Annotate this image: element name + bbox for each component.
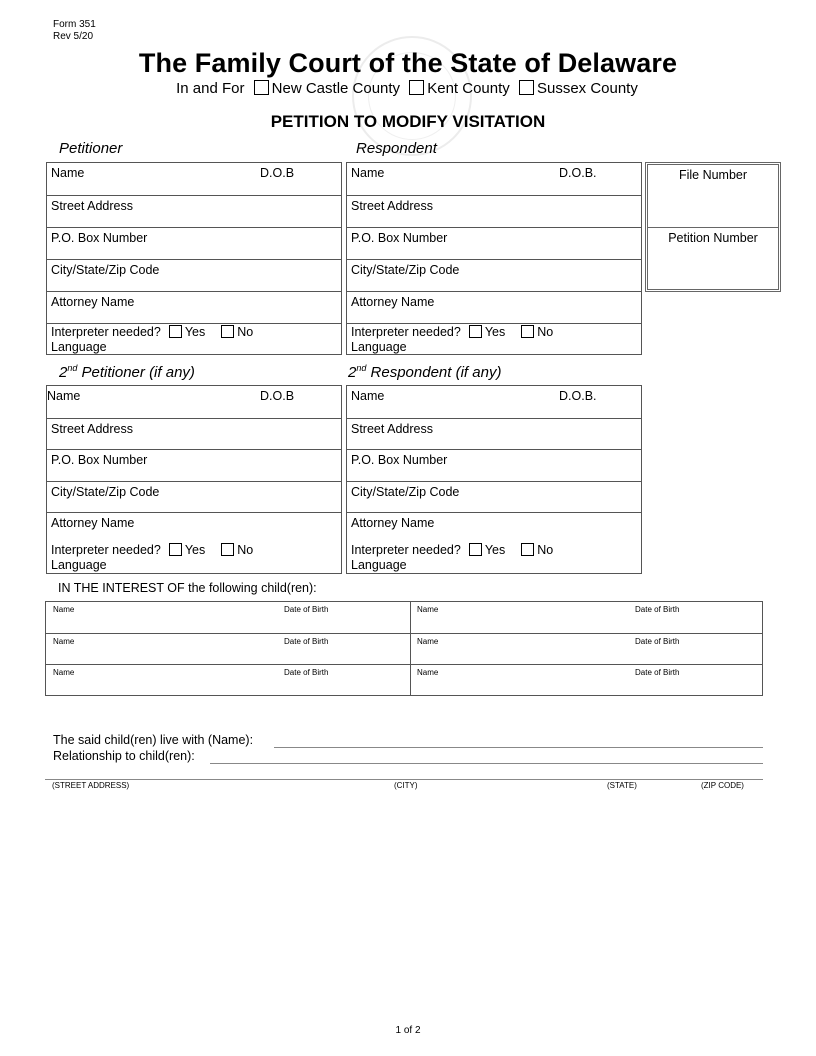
no-label: No: [537, 325, 554, 339]
second-respondent-suffix: nd: [356, 363, 367, 373]
petitioner-pobox-field[interactable]: [47, 227, 341, 259]
interpreter-label: Interpreter needed?: [51, 325, 161, 339]
file-number-box: [645, 162, 781, 292]
respondent-attorney-field[interactable]: [347, 291, 641, 323]
no-label: No: [237, 325, 254, 339]
file-number-label: File Number: [678, 168, 748, 182]
street-label: Street Address: [51, 199, 133, 213]
street-label: Street Address: [351, 422, 433, 436]
city-label: City/State/Zip Code: [351, 263, 460, 277]
attorney-label: Attorney Name: [51, 295, 135, 309]
interpreter-no-checkbox[interactable]: [221, 325, 234, 338]
interest-label: IN THE INTEREST OF the following child(ren):: [58, 581, 317, 595]
yes-label: Yes: [484, 325, 506, 339]
live-with-input-line[interactable]: [274, 747, 763, 748]
name-label: Name: [51, 166, 85, 180]
child-dob-label: Date of Birth: [284, 605, 329, 614]
city-label: City/State/Zip Code: [351, 485, 460, 499]
yes-label: Yes: [484, 543, 506, 557]
petitioner-heading: Petitioner: [59, 140, 123, 157]
pobox-label: P.O. Box Number: [351, 453, 448, 467]
pobox-label: P.O. Box Number: [351, 231, 448, 245]
petition-number-field[interactable]: [648, 227, 778, 289]
name-label: Name: [47, 389, 81, 403]
child-dob-label: Date of Birth: [635, 668, 680, 677]
second-respondent-city-field[interactable]: [347, 481, 641, 512]
second-petitioner-box: [46, 385, 342, 574]
second-respondent-text: Respondent (if any): [366, 364, 502, 381]
language-label: Language: [51, 558, 107, 572]
form-number: Form 351: [53, 19, 96, 30]
no-label: No: [237, 543, 254, 557]
attorney-label: Attorney Name: [351, 295, 435, 309]
petition-number-label: Petition Number: [668, 231, 758, 245]
language-label: Language: [351, 558, 407, 572]
second-respondent-pobox-field[interactable]: [347, 449, 641, 481]
kent-checkbox[interactable]: [409, 80, 424, 95]
second-petitioner-street-field[interactable]: [47, 418, 341, 449]
interpreter-yes-checkbox[interactable]: [469, 325, 482, 338]
dob-label: D.O.B: [260, 166, 295, 180]
language-label: Language: [51, 340, 107, 354]
respondent-interpreter-row: [347, 323, 641, 354]
name-label: Name: [351, 389, 385, 403]
interpreter-yes-checkbox[interactable]: [169, 325, 182, 338]
in-and-for-label: In and For: [176, 80, 245, 97]
second-petitioner-text: Petitioner (if any): [77, 364, 195, 381]
second-petitioner-attorney-field[interactable]: [47, 512, 341, 573]
live-with-label: The said child(ren) live with (Name):: [53, 733, 254, 747]
second-respondent-name-field[interactable]: [347, 386, 641, 418]
attorney-label: Attorney Name: [51, 516, 135, 530]
yes-label: Yes: [184, 543, 206, 557]
second-petitioner-city-field[interactable]: [47, 481, 341, 512]
zip-code-caption: (ZIP CODE): [701, 781, 744, 790]
page-number: 1 of 2: [395, 1025, 421, 1036]
city-label: City/State/Zip Code: [51, 485, 160, 499]
street-label: Street Address: [51, 422, 133, 436]
child-row[interactable]: [46, 633, 762, 664]
pobox-label: P.O. Box Number: [51, 453, 148, 467]
city-caption: (CITY): [394, 781, 418, 790]
respondent-name-field[interactable]: [347, 163, 641, 195]
pobox-label: P.O. Box Number: [51, 231, 148, 245]
interpreter-no-checkbox[interactable]: [221, 543, 234, 556]
address-input-line[interactable]: [45, 779, 763, 780]
yes-label: Yes: [184, 325, 206, 339]
second-petitioner-heading: [59, 363, 195, 381]
second-respondent-heading: [348, 363, 501, 381]
interpreter-label: Interpreter needed?: [351, 325, 461, 339]
sussex-checkbox[interactable]: [519, 80, 534, 95]
second-respondent-box: [346, 385, 642, 574]
child-name-label: Name: [417, 637, 439, 646]
petitioner-interpreter-row: [47, 323, 341, 354]
children-table: [45, 601, 763, 696]
second-respondent-attorney-field[interactable]: [347, 512, 641, 573]
petitioner-city-field[interactable]: [47, 259, 341, 291]
child-dob-label: Date of Birth: [635, 605, 680, 614]
file-number-field[interactable]: [648, 165, 778, 227]
respondent-city-field[interactable]: [347, 259, 641, 291]
county-selector: [0, 80, 816, 97]
dob-label: D.O.B: [260, 389, 295, 403]
interpreter-label: Interpreter needed?: [351, 543, 461, 557]
form-number-block: [53, 19, 96, 43]
second-petitioner-suffix: nd: [67, 363, 78, 373]
second-petitioner-number: 2: [59, 364, 68, 381]
petitioner-box: [46, 162, 342, 355]
dob-label: D.O.B.: [559, 389, 597, 403]
child-name-label: Name: [53, 637, 75, 646]
language-label: Language: [351, 340, 407, 354]
street-label: Street Address: [351, 199, 433, 213]
interpreter-yes-checkbox[interactable]: [469, 543, 482, 556]
interpreter-no-checkbox[interactable]: [521, 543, 534, 556]
form-revision: Rev 5/20: [53, 31, 94, 42]
child-name-label: Name: [417, 668, 439, 677]
child-dob-label: Date of Birth: [635, 637, 680, 646]
city-label: City/State/Zip Code: [51, 263, 160, 277]
respondent-box: [346, 162, 642, 355]
child-name-label: Name: [417, 605, 439, 614]
second-respondent-street-field[interactable]: [347, 418, 641, 449]
no-label: No: [537, 543, 554, 557]
interpreter-no-checkbox[interactable]: [521, 325, 534, 338]
petitioner-attorney-field[interactable]: [47, 291, 341, 323]
court-title: The Family Court of the State of Delaware: [138, 48, 678, 78]
new-castle-checkbox[interactable]: [254, 80, 269, 95]
respondent-heading: Respondent: [356, 140, 437, 157]
child-dob-label: Date of Birth: [284, 637, 329, 646]
state-caption: (STATE): [607, 781, 637, 790]
relationship-input-line[interactable]: [210, 763, 763, 764]
respondent-street-field[interactable]: [347, 195, 641, 227]
attorney-label: Attorney Name: [351, 516, 435, 530]
respondent-pobox-field[interactable]: [347, 227, 641, 259]
child-dob-label: Date of Birth: [284, 668, 329, 677]
second-petitioner-pobox-field[interactable]: [47, 449, 341, 481]
dob-label: D.O.B.: [559, 166, 597, 180]
interpreter-yes-checkbox[interactable]: [169, 543, 182, 556]
second-respondent-number: 2: [348, 364, 357, 381]
interpreter-label: Interpreter needed?: [51, 543, 161, 557]
second-petitioner-name-field[interactable]: [47, 386, 341, 418]
petitioner-street-field[interactable]: [47, 195, 341, 227]
sussex-label: Sussex County: [536, 80, 638, 97]
street-address-caption: (STREET ADDRESS): [52, 781, 130, 790]
child-name-label: Name: [53, 605, 75, 614]
petition-title: PETITION TO MODIFY VISITATION: [270, 112, 546, 131]
child-row[interactable]: [46, 664, 762, 695]
new-castle-label: New Castle County: [271, 80, 401, 97]
name-label: Name: [351, 166, 385, 180]
kent-label: Kent County: [427, 80, 510, 97]
relationship-label: Relationship to child(ren):: [53, 749, 195, 763]
petitioner-name-field[interactable]: [47, 163, 341, 195]
child-name-label: Name: [53, 668, 75, 677]
child-row[interactable]: [46, 602, 762, 633]
